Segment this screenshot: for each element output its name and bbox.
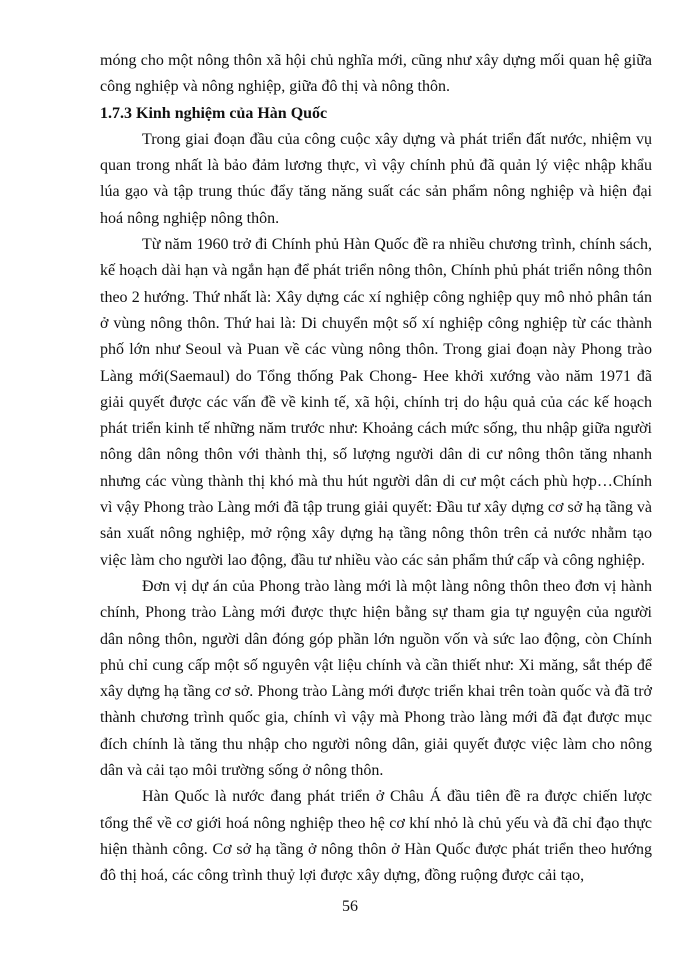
- document-page: [100, 48, 652, 890]
- paragraph-rural-development: Từ năm 1960 trở đi Chính phủ Hàn Quốc đề ra nhiều chương trình, chính sách, kế hoạch dài hạn và ngắn hạn để phát triển nông thôn, Chính phủ phát triển nông thôn theo 2 hướng. Thứ nhất là: Xây dựng các xí nghiệp công nghiệp quy mô nhỏ phân tán ở vùng nông thôn. Thứ hai là: Di chuyển một số xí nghiệp công nghiệp từ các thành phố lớn như Seoul và Puan về các vùng nông thôn. Trong giai đoạn này Phong trào Làng mới(Saemaul) do Tổng thống Pak Chong- Hee khởi xướng vào năm 1971 đã giải quyết được các vấn đề về kinh tế, xã hội, chính trị do hậu quả của các kế hoạch phát triển kinh tế những năm trước như: Khoảng cách mức sống, thu nhập giữa người nông dân nông thôn với thành thị, số lượng người dân di cư nông thôn tăng nhanh nhưng các vùng thành thị khó mà thu hút người dân di cư một cách phù hợp…Chính vì vậy Phong trào Làng mới đã tập trung giải quyết: Đầu tư xây dựng cơ sở hạ tầng và sản xuất nông nghiệp, mở rộng xây dựng hạ tầng nông thôn trên cả nước nhằm tạo việc làm cho người lao động, đầu tư nhiều vào các sản phẩm thứ cấp và công nghiệp.: [100, 236, 652, 569]
- page-number: 56: [342, 898, 358, 915]
- section-heading: 1.7.3 Kinh nghiệm của Hàn Quốc: [100, 104, 328, 122]
- paragraph-food-security: Trong giai đoạn đầu của công cuộc xây dựng và phát triển đất nước, nhiệm vụ quan trong nhất là bảo đảm lương thực, vì vậy chính phủ đã quản lý việc nhập khẩu lúa gạo và tập trung thúc đẩy tăng năng suất các sản phẩm nông nghiệp và hiện đại hoá nông nghiệp nông thôn.: [100, 130, 652, 227]
- paragraph-new-village-movement: Đơn vị dự án của Phong trào làng mới là một làng nông thôn theo đơn vị hành chính, Phong trào Làng mới được thực hiện bằng sự tham gia tự nguyện của người dân nông thôn, người dân đóng góp phần lớn nguồn vốn và sức lao động, còn Chính phủ chỉ cung cấp một số nguyên vật liệu chính và cần thiết như: Xi măng, sắt thép để xây dựng hạ tầng cơ sở. Phong trào Làng mới được triển khai trên toàn quốc và đã trở thành chương trình quốc gia, chính vì vậy mà Phong trào làng mới đã đạt được mục đích chính là tăng thu nhập cho người nông dân, giải quyết được việc làm cho nông dân và cải tạo môi trường sống ở nông thôn.: [100, 577, 652, 780]
- paragraph-continuation: móng cho một nông thôn xã hội chủ nghĩa mới, cũng như xây dựng mối quan hệ giữa công nghiệp và nông nghiệp, giữa đô thị và nông thôn.: [100, 52, 652, 96]
- paragraph-mechanization: Hàn Quốc là nước đang phát triển ở Châu Á đầu tiên đề ra được chiến lược tổng thể về cơ giới hoá nông nghiệp theo hệ cơ khí nhỏ là chủ yếu và đã chỉ đạo thực hiện thành công. Cơ sở hạ tầng ở nông thôn ở Hàn Quốc được phát triển theo hướng đô thị hoá, các công trình thuỷ lợi được xây dựng, đồng ruộng được cải tạo,: [100, 788, 652, 885]
